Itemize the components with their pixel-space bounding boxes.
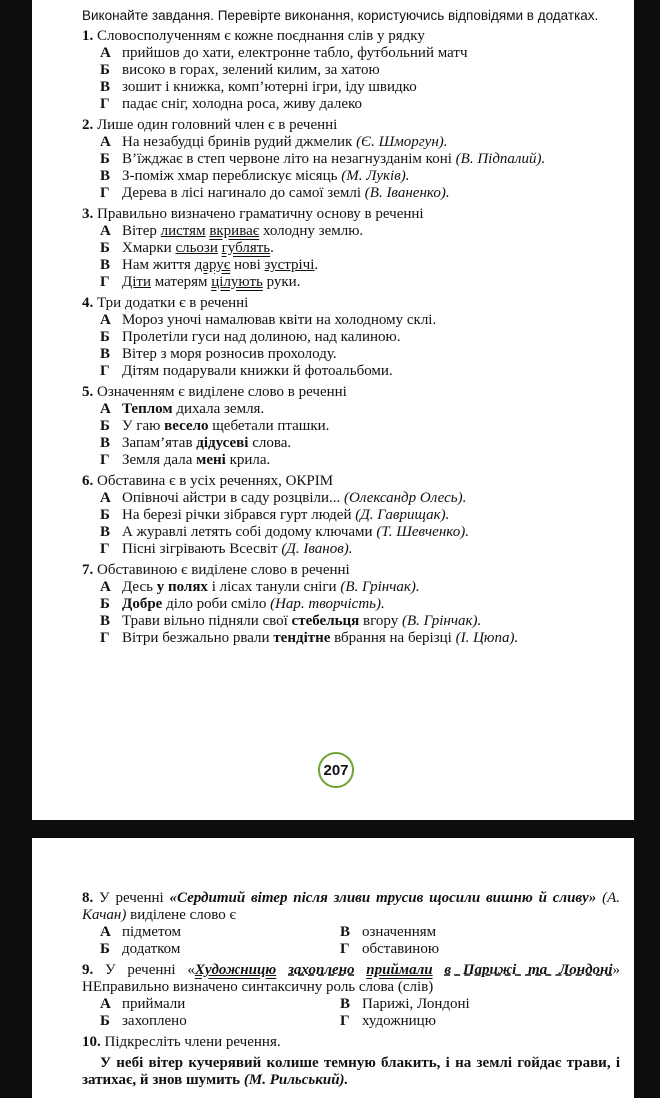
author-citation: (Є. Шморгун). (356, 134, 448, 150)
answer-option: Б високо в горах, зелений килим, за хатою (100, 62, 380, 78)
question-text: Означенням є виділене слово в реченні (97, 384, 347, 400)
answer-option: А підметом (100, 924, 182, 940)
underlined-subject: зустрічі (264, 257, 315, 273)
answer-option: А Десь у полях і лісах танули сніги (В. Грінчак). (100, 579, 420, 595)
question-text: Три додатки є в реченні (97, 295, 249, 311)
answer-grid (82, 924, 620, 958)
author-citation: (Д. Гаврищак). (355, 507, 450, 523)
underlined-predicate: дарує (194, 257, 231, 273)
answer-option: В Вітер з моря розносив прохолоду. (100, 346, 337, 362)
underlined-predicate: приймали (366, 962, 433, 978)
author-citation: (В. Грінчак). (340, 579, 420, 595)
answer-option: Б Добре діло роби сміло (Нар. творчість). (100, 596, 385, 612)
answer-option: В Нам життя дарує нові зустрічі. (100, 257, 319, 273)
answer-option: Г художницю (340, 1013, 436, 1029)
answer-option: А Опівночі айстри в саду розцвіли... (Олександр Олесь). (100, 490, 467, 506)
answer-option: В означенням (340, 924, 437, 940)
author-citation: (В. Грінчак). (401, 613, 482, 629)
author-citation: (В. Підпалий). (455, 151, 546, 167)
question-5 (82, 384, 620, 469)
answer-option: Б захоплено (100, 1013, 187, 1029)
question-number: 10. (82, 1034, 101, 1050)
answer-option: Г падає сніг, холодна роса, живу далеко (100, 96, 362, 112)
question-4 (82, 295, 620, 380)
underlined-predicate: цілують (211, 274, 263, 290)
highlighted-word: Теплом (122, 401, 173, 417)
answer-grid (82, 996, 620, 1030)
question-text: Обставиною є виділене слово в реченні (97, 562, 350, 578)
question-number: 7. (82, 562, 94, 578)
answer-option: В зошит і книжка, комп’ютерні ігри, іду швидко (100, 79, 417, 95)
question-10 (82, 1034, 620, 1089)
answer-option: Г Земля дала мені крила. (100, 452, 271, 468)
question-number: 8. (82, 890, 94, 906)
answer-option: Г Пісні зігрівають Всесвіт (Д. Іванов). (100, 541, 353, 557)
answer-option: Г Вітри безжально рвали тендітне вбрання на берізці (І. Цюпа). (100, 630, 519, 646)
author-citation: (І. Цюпа). (455, 630, 519, 646)
answer-option: Б Хмарки сльози гублять. (100, 240, 274, 256)
author-citation: (А. Качан) (82, 890, 620, 923)
question-8: 8. У реченні «Сердитий вітер після зливи трусив щосили вишню й сливу» (А. Качан) виділене слово є А підметом В означенням Б додатком Г обставиною (82, 890, 620, 957)
question-number: 5. (82, 384, 94, 400)
answer-option: Г Дерева в лісі нагинало до самої землі (В. Іваненко). (100, 185, 450, 201)
answer-option: В Трави вільно підняли свої стебельця вгору (В. Грінчак). (100, 613, 482, 629)
underlined-predicate: вкриває (209, 223, 260, 239)
answer-option: Б У гаю весело щебетали пташки. (100, 418, 330, 434)
answer-option: В А журавлі летять собі додому ключами (Т. Шевченко). (100, 524, 469, 540)
underlined-object: Художницю (194, 962, 277, 978)
task-instruction: Виконайте завдання. Перевірте виконання, користуючись відповідями в додатках. (82, 8, 599, 23)
author-citation: (Олександр Олесь). (344, 490, 467, 506)
highlighted-word: тендітне (273, 630, 331, 646)
question-number: 6. (82, 473, 94, 489)
question-7 (82, 562, 620, 647)
question-text: Словосполученням є кожне поєднання слів у рядку (97, 28, 425, 44)
author-citation: (М. Луків). (341, 168, 410, 184)
question-text: Підкресліть члени речення. (104, 1034, 281, 1050)
answer-option: Г Дітям подарували книжки й фотоальбоми. (100, 363, 393, 379)
underlined-subject: сльози (175, 240, 218, 256)
highlighted-word: Добре (122, 596, 163, 612)
highlighted-word: дідусеві (196, 435, 249, 451)
underlined-predicate: гублять (221, 240, 271, 256)
question-3 (82, 206, 620, 291)
underlined-subject: Діти (122, 274, 151, 290)
answer-option: Б Пролетіли гуси над долиною, над калиною. (100, 329, 401, 345)
answer-option: Г обставиною (340, 941, 440, 957)
answer-option: В З-поміж хмар переблискує місяць (М. Луків). (100, 168, 410, 184)
answer-option: Б додатком (100, 941, 181, 957)
question-text: Правильно визначено граматичну основу в реченні (97, 206, 424, 222)
question-number: 4. (82, 295, 94, 311)
author-citation: (Д. Іванов). (281, 541, 353, 557)
page-number-badge: 207 (318, 752, 354, 788)
highlighted-word: стебельця (291, 613, 360, 629)
question-text: Лише один головний член є в реченні (97, 117, 338, 133)
question-number: 1. (82, 28, 94, 44)
question-number: 9. (82, 962, 94, 978)
exercise-sentence: У небі вітер кучерявий колише темную блакить, і на землі гойдає трави, і затихає, й знов шумить (М. Рильський). (82, 1055, 620, 1088)
textbook-page-207 (32, 0, 634, 820)
highlighted-word: у полях (156, 579, 208, 595)
answer-option: А приймали (100, 996, 186, 1012)
underlined-place: в Парижі та Лондоні (444, 962, 613, 978)
answer-option: А На незабудці бринів рудий джмелик (Є. Шморгун). (100, 134, 448, 150)
answer-option: В Запам’ятав дідусеві слова. (100, 435, 292, 451)
answer-option: Б На березі річки зібрався гурт людей (Д. Гаврищак). (100, 507, 450, 523)
answer-option: А Вітер листям вкриває холодну землю. (100, 223, 364, 239)
question-number: 2. (82, 117, 94, 133)
question-2 (82, 117, 620, 202)
answer-option: Б В’їжджає в степ червоне літо на незагнузданім коні (В. Підпалий). (100, 151, 546, 167)
answer-option: Г Діти матерям цілують руки. (100, 274, 301, 290)
author-citation: (Т. Шевченко). (376, 524, 469, 540)
question-number: 3. (82, 206, 94, 222)
textbook-page-next (32, 838, 634, 1098)
quoted-sentence: «Сердитий вітер після зливи трусив щосили вишню й сливу» (169, 890, 597, 906)
underlined-adverbial: захоплено (288, 962, 355, 978)
question-9: 9. У реченні «Художницю захоплено приймали в Парижі та Лондоні» НЕправильно визначено синтаксичну роль слова (слів) А приймали В Парижі, Лондоні Б захоплено Г художницю (82, 962, 621, 1029)
author-citation: (В. Іваненко). (364, 185, 450, 201)
question-1 (82, 28, 620, 113)
highlighted-word: мені (196, 452, 226, 468)
author-citation: (М. Рильський). (243, 1072, 349, 1088)
author-citation: (Нар. творчість). (270, 596, 385, 612)
question-6 (82, 473, 620, 558)
highlighted-word: весело (164, 418, 209, 434)
answer-option: А Теплом дихала земля. (100, 401, 265, 417)
answer-option: А Мороз уночі намалював квіти на холодному склі. (100, 312, 437, 328)
answer-option: В Парижі, Лондоні (340, 996, 470, 1012)
question-text: Обставина є в усіх реченнях, ОКРІМ (97, 473, 334, 489)
underlined-subject: листям (160, 223, 206, 239)
answer-option: А прийшов до хати, електронне табло, футбольний матч (100, 45, 468, 61)
